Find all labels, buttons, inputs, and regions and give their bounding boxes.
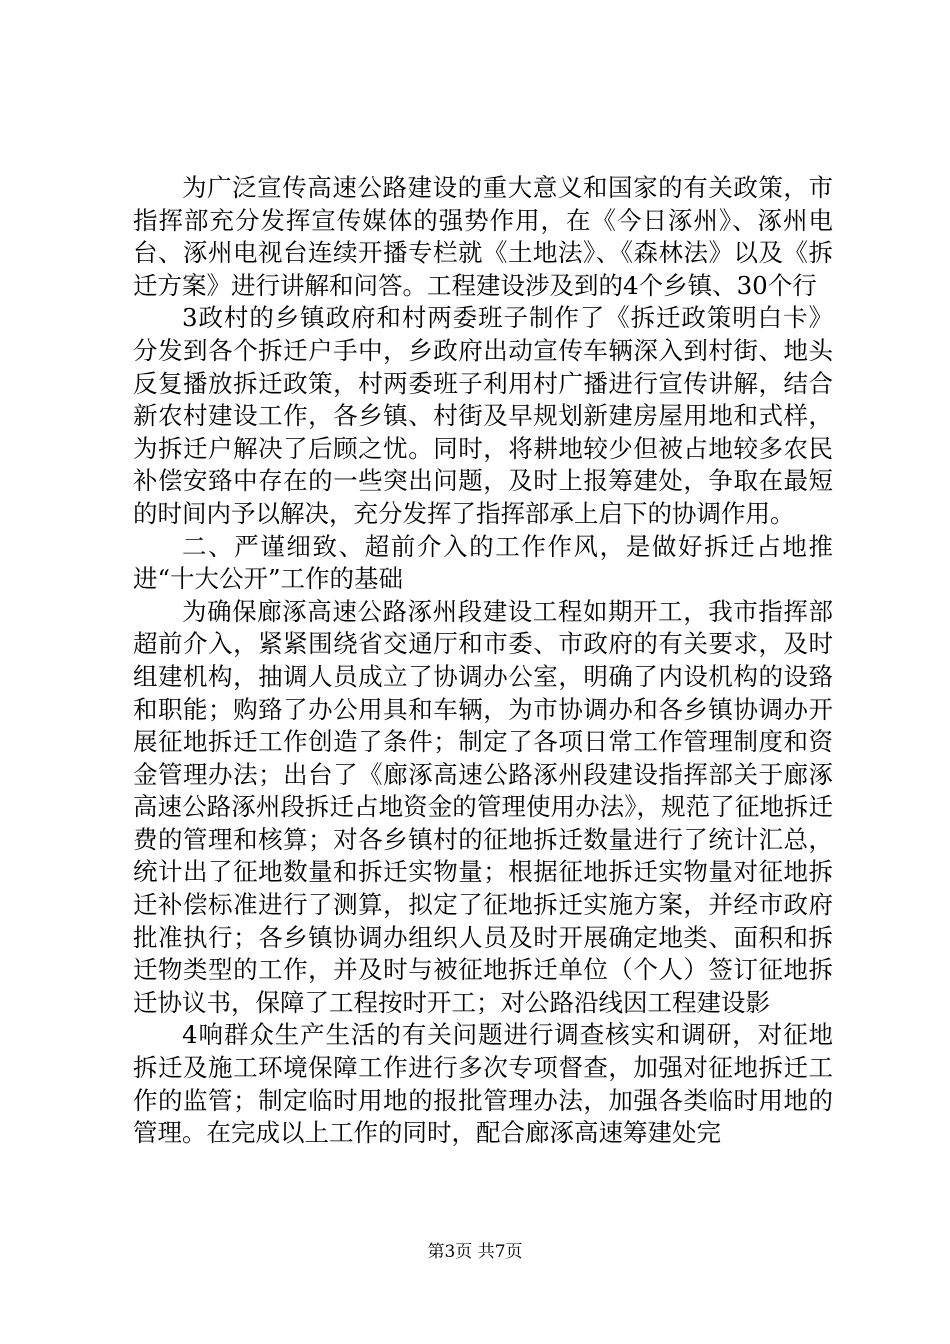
document-body	[133, 172, 833, 1150]
paragraph-survey-supervision: 4响群众生产生活的有关问题进行调查核实和调研，对征地拆迁及施工环境保障工作进行多次专项督查，加强对征地拆迁工作的监管；制定临时用地的报批管理办法，加强各类临时用地的管理。在完成以上工作的同时，配合廊涿高速筹建处完	[133, 1020, 833, 1148]
section-heading-two: 二、严谨细致、超前介入的工作作风，是做好拆迁占地推进“十大公开”工作的基础	[133, 531, 833, 594]
paragraph-publicity: 为广泛宣传高速公路建设的重大意义和国家的有关政策，市指挥部充分发挥宣传媒体的强势作用，在《今日涿州》、涿州电台、涿州电视台连续开播专栏就《土地法》、《森林法》以及《拆迁方案》进行讲解和问答。工程建设涉及到的4个乡镇、30个行	[133, 173, 833, 300]
paragraph-village-outreach: 3政村的乡镇政府和村两委班子制作了《拆迁政策明白卡》分发到各个拆迁户手中，乡政府出动宣传车辆深入到村街、地头反复播放拆迁政策，村两委班子利用村广播进行宣传讲解，结合新农村建设工作，各乡镇、村街及早规划新建房屋用地和式样，为拆迁户解决了后顾之忧。同时，将耕地较少但被占地较多农民补偿安臵中存在的一些突出问题，及时上报筹建处，争取在最短的时间内予以解决，充分发挥了指挥部承上启下的协调作用。	[133, 303, 833, 528]
page-number-footer: 第3页 共7页	[427, 1242, 523, 1262]
paragraph-early-intervention: 为确保廊涿高速公路涿州段建设工程如期开工，我市指挥部超前介入，紧紧围绕省交通厅和市委、市政府的有关要求，及时组建机构，抽调人员成立了协调办公室，明确了内设机构的设臵和职能；购臵了办公用具和车辆，为市协调办和各乡镇协调办开展征地拆迁工作创造了条件；制定了各项日常工作管理制度和资金管理办法；出台了《廊涿高速公路涿州段建设指挥部关于廊涿高速公路涿州段拆迁占地资金的管理使用办法》，规范了征地拆迁费的管理和核算；对各乡镇村的征地拆迁数量进行了统计汇总，统计出了征地数量和拆迁实物量；根据征地拆迁实物量对征地拆迁补偿标准进行了测算，拟定了征地拆迁实施方案，并经市政府批准执行；各乡镇协调办组织人员及时开展确定地类、面积和拆迁物类型的工作，并及时与被征地拆迁单位（个人）签订征地拆迁协议书，保障了工程按时开工；对公路沿线因工程建设影	[133, 596, 833, 1017]
